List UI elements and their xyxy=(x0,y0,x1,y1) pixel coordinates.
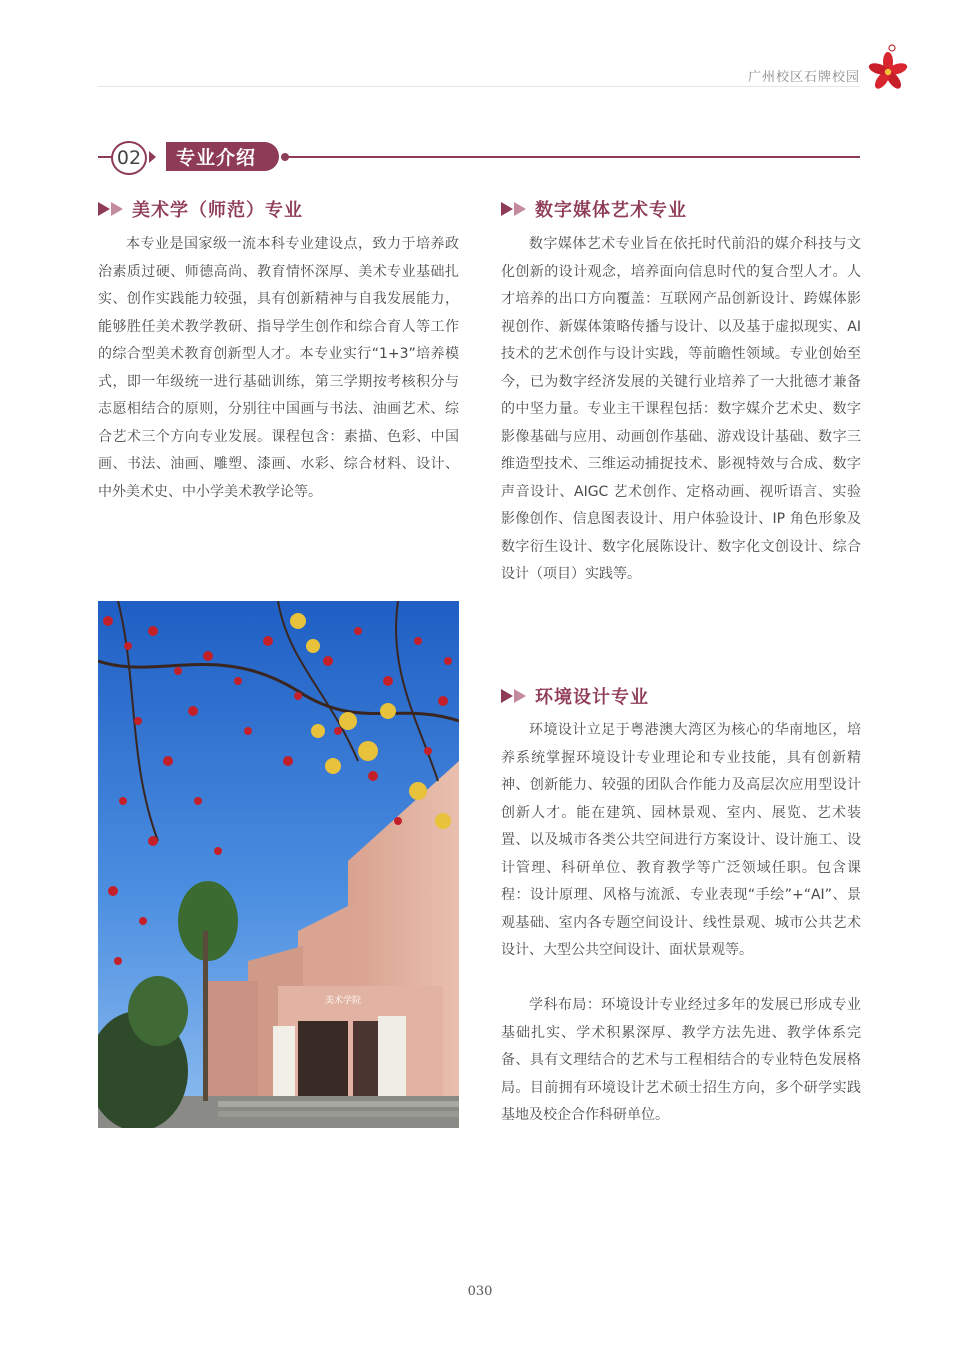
digital-media-heading xyxy=(501,197,687,221)
section-header xyxy=(98,140,862,174)
environment-paragraph-2: 学科布局：环境设计专业经过多年的发展已形成专业基础扎实、学术积累深厚、教学方法先进、教学体系完备、具有文理结合的艺术与工程相结合的专业特色发展格局。目前拥有环境设计艺术硕士招生方向，多个研学实践基地及校企合作科研单位。 xyxy=(501,997,861,1123)
double-arrow-icon xyxy=(501,202,527,216)
section-line-left xyxy=(98,156,112,158)
building-sign: 美术学院 xyxy=(325,996,362,1006)
header-campus-label: 广州校区石牌校园 xyxy=(747,70,860,85)
environment-paragraph-1: 环境设计立足于粤港澳大湾区为核心的华南地区，培养系统掌握环境设计专业理论和专业技能，具有创新精神、创新能力、较强的团队合作能力及高层次应用型设计创新人才。能在建筑、园林景观、室内、展览、艺术装置、以及城市各类公共空间进行方案设计、设计施工、设计管理、科研单位、教育教学等广泛领域任职。包含课程：设计原理、风格与流派、专业表现“手绘”+“AI”、景观基础、室内各专题空间设计、线性景观、城市公共艺术设计、大型公共空间设计、面状景观等。 xyxy=(501,722,861,958)
double-arrow-icon xyxy=(98,202,124,216)
environment-heading xyxy=(501,684,649,708)
digital-media-title: 数字媒体艺术专业 xyxy=(535,200,687,221)
double-arrow-icon xyxy=(501,689,527,703)
fine-arts-heading xyxy=(98,197,303,221)
section-title: 专业介绍 xyxy=(166,142,279,171)
section-line-right xyxy=(287,156,860,158)
digital-media-paragraph: 数字媒体艺术专业旨在依托时代前沿的媒介科技与文化创新的设计观念，培养面向信息时代的复合型人才。人才培养的出口方向覆盖：互联网产品创新设计、跨媒体影视创作、新媒体策略传播与设计、以及基于虚拟现实、AI 技术的艺术创作与设计实践，等前瞻性领域。专业创始至今，已为数字经济发展的关键行业培养了一大批德才兼备的中坚力量。专业主干课程包括：数字媒介艺术史、数字影像基础与应用、动画创作基础、游戏设计基础、数字三维造型技术、三维运动捕捉技术、影视特效与合成、数字声音设计、AIGC 艺术创作、定格动画、视听语言、实验影像创作、信息图表设计、用户体验设计、IP 角色形象及数字衍生设计、数字化展陈设计、数字化文创设计、综合设计（项目）实践等。 xyxy=(501,236,861,582)
fine-arts-paragraph: 本专业是国家级一流本科专业建设点，致力于培养政治素质过硬、师德高尚、教育情怀深厚、美术专业基础扎实、创作实践能力较强，具有创新精神与自我发展能力，能够胜任美术教学教研、指导学生创作和综合育人等工作的综合型美术教育创新型人才。本专业实行“1+3”培养模式，即一年级统一进行基础训练，第三学期按考核积分与志愿相结合的原则，分别往中国画与书法、油画艺术、综合艺术三个方向专业发展。课程包含：素描、色彩、中国画、书法、油画、雕塑、漆画、水彩、综合材料、设计、中外美术史、中小学美术教学论等。 xyxy=(98,236,459,500)
environment-title: 环境设计专业 xyxy=(535,687,649,708)
page-number: 030 xyxy=(467,1284,493,1299)
header-divider xyxy=(98,86,860,87)
campus-photo xyxy=(98,601,459,1128)
kapok-flower-icon xyxy=(866,40,910,92)
section-number: 02 xyxy=(111,141,147,175)
fine-arts-title: 美术学（师范）专业 xyxy=(132,200,303,221)
section-arrow-icon xyxy=(149,151,156,163)
